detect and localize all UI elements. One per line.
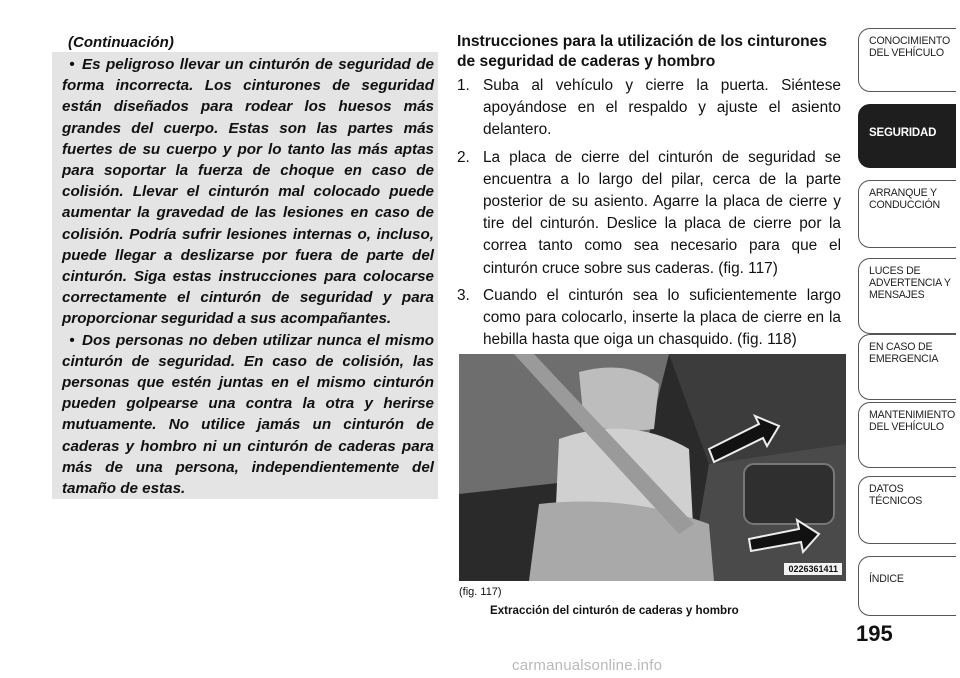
- tab-conocimiento[interactable]: CONOCIMIENTO DEL VEHÍCULO: [858, 28, 956, 92]
- tab-seguridad[interactable]: SEGURIDAD: [858, 104, 956, 168]
- seat-illustration: [459, 354, 846, 581]
- figure-seatbelt-photo: [459, 354, 846, 581]
- tab-emergencia[interactable]: EN CASO DE EMERGENCIA: [858, 334, 956, 400]
- warning-bullet-2: • Dos personas no deben utilizar nunca el mismo cinturón de seguridad. En caso de colisión, las personas que estén juntas en el mismo cinturón pueden golpearse una contra la otra y herirse mutuamente. No utilice jamás un cinturón de caderas y hombro ni un cinturón de caderas para más de una persona, independientemente del tamaño de estas.: [62, 331, 434, 498]
- warning-text: [62, 54, 434, 499]
- step-3: [457, 285, 841, 352]
- warning-bullet-1: • Es peligroso llevar un cinturón de seguridad de forma incorrecta. Los cinturones de seguridad están diseñados para rodear los huesos más grandes del cuerpo. Estas son las partes más fuertes de su cuerpo y por lo tanto las más aptas para soportar la fuerza de choque en caso de colisión. Llevar el cinturón mal colocado puede aumentar la gravedad de las lesiones en caso de colisión. Podría sufrir lesiones internas o, incluso, puede llegar a deslizarse por fuera de parte del cinturón. Siga estas instrucciones para colocarse correctamente el cinturón de seguridad y para proporcionar seguridad a sus acompañantes.: [62, 56, 434, 328]
- step-2: [457, 147, 841, 280]
- step-number: 2.: [457, 148, 470, 166]
- step-number: 3.: [457, 286, 470, 304]
- bullet-icon: •: [69, 331, 75, 349]
- step-text: La placa de cierre del cinturón de seguridad se encuentra a lo largo del pilar, cerca de la parte posterior de su asiento. Agarre la placa de cierre y tire del cinturón. Deslice la placa de cierre por la correa tanto como sea necesario para que el cinturón cruce sobre sus caderas. (fig. 117): [483, 148, 841, 277]
- tab-mantenimiento[interactable]: MANTENIMIENTO DEL VEHÍCULO: [858, 402, 956, 468]
- step-text: Cuando el cinturón sea lo suficientemente largo como para colocarlo, inserte la placa de cierre en la hebilla hasta que oiga un chasquido. (fig. 118): [483, 286, 841, 349]
- bullet-icon: •: [69, 56, 75, 73]
- figure-code: 0226361411: [784, 563, 842, 575]
- tab-indice[interactable]: ÍNDICE: [858, 556, 956, 616]
- tab-datos[interactable]: DATOS TÉCNICOS: [858, 476, 956, 544]
- figure-reference: (fig. 117): [459, 586, 502, 598]
- instruction-steps: [457, 75, 841, 356]
- step-number: 1.: [457, 77, 470, 94]
- watermark: carmanualsonline.info: [512, 657, 663, 674]
- section-heading: Instrucciones para la utilización de los cinturones de seguridad de caderas y hombro: [457, 33, 828, 70]
- continued-label: (Continuación): [68, 34, 174, 51]
- step-1: [457, 75, 841, 142]
- step-text: Suba al vehículo y cierre la puerta. Siéntese apoyándose en el respaldo y ajuste el asiento delantero.: [483, 77, 841, 139]
- figure-caption: Extracción del cinturón de caderas y hombro: [490, 604, 739, 617]
- tab-luces[interactable]: LUCES DE ADVERTENCIA Y MENSAJES: [858, 258, 956, 334]
- page-number: 195: [856, 621, 893, 646]
- tab-arranque[interactable]: ARRANQUE Y CONDUCCIÓN: [858, 180, 956, 248]
